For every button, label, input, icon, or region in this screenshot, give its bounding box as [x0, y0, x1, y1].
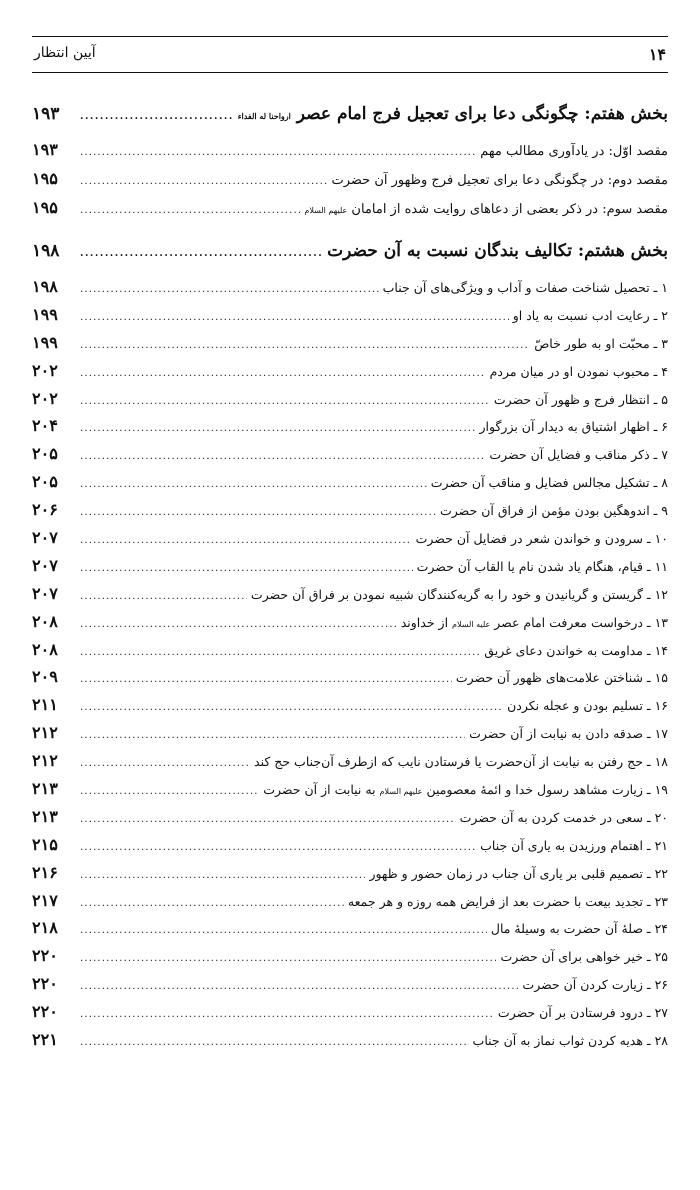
page-ref: ۲۰۵ [32, 444, 58, 464]
page-ref: ۱۹۵ [32, 169, 58, 188]
honorific: علیهم السلام [304, 206, 348, 215]
toc-item [32, 305, 668, 333]
entry-text: ۱۲ ـ گریستن و گریانیدن و خود را به گریه‌کنندگان شبیه نمودن بر فراق آن حضرت [250, 586, 668, 602]
leader-dots [80, 280, 379, 295]
entry-text: ۱۹ ـ زیارت مشاهد رسول خدا و ائمهٔ معصومین علیهم السلام به نیابت از آن حضرت [263, 782, 668, 798]
leader-dots [80, 838, 476, 853]
page-ref: ۲۱۱ [32, 695, 58, 715]
entry-text: ۲۳ ـ تجدید بیعت با حضرت بعد از فرایض همه روزه و هر جمعه [347, 893, 668, 909]
toc-item [32, 640, 668, 668]
leader-dots [80, 587, 247, 602]
leader-dots [80, 202, 300, 217]
page-ref: ۲۲۰ [32, 946, 58, 966]
entry-text: ۹ ـ اندوهگین بودن مؤمن از فراق آن حضرت [440, 503, 668, 519]
page-ref: ۱۹۳ [32, 140, 58, 159]
entry-text: ۶ ـ اظهار اشتیاق به دیدار آن بزرگوار [479, 419, 668, 435]
page-ref: ۲۰۸ [32, 611, 58, 631]
entry-text: ۱۴ ـ مداومت به خواندن دعای غریق [484, 642, 668, 658]
toc-item [32, 1002, 668, 1030]
section-heading-text: بخش هشتم: تکالیف بندگان نسبت به آن حضرت [327, 241, 668, 261]
entry-text: ۲۸ ـ هدیه کردن ثواب نماز به آن جناب [472, 1033, 668, 1049]
leader-dots [80, 308, 509, 323]
toc-item [32, 556, 668, 584]
page-ref: ۲۱۲ [32, 723, 58, 743]
leader-dots [80, 104, 234, 124]
entry-text: ۲۷ ـ درود فرستادن بر آن حضرت [497, 1005, 668, 1021]
entry-text: ۲۶ ـ زیارت کردن آن حضرت [522, 977, 668, 993]
entry-text: ۱۵ ـ شناختن علامت‌های ظهور آن حضرت [455, 670, 668, 686]
leader-dots [80, 1033, 469, 1048]
toc-item [32, 277, 668, 305]
entry-text: ۲ ـ رعایت ادب نسبت به یاد او [512, 307, 668, 323]
entry-text: مقصد سوم: در ذکر بعضی از دعاهای روایت شده از امامان علیهم السلام [304, 202, 668, 217]
page-ref: ۲۲۰ [32, 974, 58, 994]
toc-item [32, 863, 668, 891]
toc-item [32, 891, 668, 919]
leader-dots [80, 754, 250, 769]
entry-text: ۱۱ ـ قیام، هنگام یاد شدن نام یا القاب آن حضرت [416, 558, 668, 574]
toc-item [32, 779, 668, 807]
leader-dots [80, 559, 413, 574]
page-ref: ۱۹۵ [32, 198, 58, 217]
entry-text: مقصد دوم: در چگونگی دعا برای تعجیل فرج وظهور آن حضرت [331, 173, 668, 188]
page-ref: ۱۹۸ [32, 241, 60, 261]
page-ref: ۲۱۳ [32, 779, 58, 799]
toc-item [32, 416, 668, 444]
entry-text: ۳ ـ محبّت او به طور خاصّ [534, 335, 668, 351]
toc-item [32, 667, 668, 695]
toc-item [32, 584, 668, 612]
page-ref: ۲۱۸ [32, 918, 58, 938]
toc-item [32, 723, 668, 751]
page-ref: ۲۲۱ [32, 1030, 58, 1050]
toc-item [32, 472, 668, 500]
section-heading-text: بخش هفتم: چگونگی دعا برای تعجیل فرج امام عصر ارواحنا له الفداء [237, 104, 668, 124]
leader-dots [80, 782, 259, 797]
honorific: علیهم السلام [379, 787, 423, 797]
leader-dots [80, 503, 436, 518]
toc-item [32, 835, 668, 863]
toc-item [32, 695, 668, 723]
honorific: علیه السلام [452, 619, 491, 629]
leader-dots [80, 670, 452, 685]
page-ref: ۲۰۲ [32, 360, 58, 380]
leader-dots [80, 144, 476, 159]
toc-item [32, 361, 668, 389]
leader-dots [80, 615, 397, 630]
leader-dots [80, 336, 530, 351]
page-ref: ۲۱۷ [32, 890, 58, 910]
page-ref: ۱۹۸ [32, 277, 58, 296]
page-ref: ۲۰۹ [32, 667, 58, 687]
header-rule [32, 72, 668, 73]
leader-dots [80, 173, 328, 188]
leader-dots [80, 866, 365, 881]
toc-item [32, 1030, 668, 1058]
section-heading-8 [32, 241, 668, 277]
leader-dots [80, 894, 344, 909]
page-ref: ۲۰۷ [32, 528, 58, 548]
toc-item [32, 333, 668, 361]
entry-text: ۷ ـ ذکر مناقب و فضایل آن حضرت [489, 447, 668, 463]
running-header [32, 36, 668, 67]
leader-dots [80, 977, 518, 992]
page-ref: ۲۰۷ [32, 555, 58, 575]
leader-dots [80, 921, 487, 936]
table-of-contents [32, 104, 668, 1058]
leader-dots [80, 643, 480, 658]
entry-text: ۱۷ ـ صدقه دادن به نیابت از آن حضرت [469, 726, 668, 742]
leader-dots [80, 475, 427, 490]
toc-item [32, 528, 668, 556]
toc-item [32, 974, 668, 1002]
entry-text: ۲۰ ـ سعی در خدمت کردن به آن حضرت [459, 809, 668, 825]
entry-text: ۱۳ ـ درخواست معرفت امام عصر علیه السلام از خداوند [400, 614, 668, 630]
entry-text: ۲۲ ـ تصمیم قلبی بر یاری آن جناب در زمان حضور و ظهور [369, 865, 668, 881]
entry-text: ۱۶ ـ تسلیم بودن و عجله نکردن [507, 698, 668, 714]
subsection-entry [32, 198, 668, 227]
entry-text: ۴ ـ محبوب نمودن او در میان مردم [489, 363, 668, 379]
subsection-entry [32, 169, 668, 198]
leader-dots [80, 392, 490, 407]
entry-text: ۲۱ ـ اهتمام ورزیدن به یاری آن جناب [480, 837, 668, 853]
page-ref: ۲۰۵ [32, 472, 58, 492]
entry-text: ۱۰ ـ سرودن و خواندن شعر در فضایل آن حضرت [415, 531, 668, 547]
entry-text: ۲۴ ـ صلهٔ آن حضرت به وسیلهٔ مال [490, 921, 668, 937]
page-ref: ۲۰۷ [32, 583, 58, 603]
page-ref: ۲۰۶ [32, 500, 58, 520]
leader-dots [80, 531, 412, 546]
page-ref: ۲۱۲ [32, 751, 58, 771]
page-ref: ۱۹۳ [32, 104, 60, 124]
entry-text: ۱ ـ تحصیل شناخت صفات و آداب و ویژگی‌های آن جناب [382, 280, 668, 295]
page-ref: ۲۱۵ [32, 834, 58, 854]
toc-item [32, 751, 668, 779]
leader-dots [80, 364, 486, 379]
leader-dots [80, 949, 496, 964]
toc-item [32, 612, 668, 640]
leader-dots [80, 241, 323, 261]
page-ref: ۲۱۶ [32, 862, 58, 882]
toc-item [32, 500, 668, 528]
leader-dots [80, 1005, 494, 1020]
leader-dots [80, 726, 465, 741]
toc-item [32, 807, 668, 835]
page-ref: ۲۰۴ [32, 416, 58, 436]
entry-text: ۸ ـ تشکیل مجالس فضایل و مناقب آن حضرت [430, 475, 668, 491]
page-ref: ۱۹۹ [32, 304, 58, 324]
page-ref: ۲۱۳ [32, 806, 58, 826]
section-heading-7 [32, 104, 668, 140]
entry-text: ۵ ـ انتظار فرج و ظهور آن حضرت [493, 391, 668, 407]
toc-item [32, 918, 668, 946]
leader-dots [80, 419, 476, 434]
entry-text: ۱۸ ـ حج رفتن به نیابت از آن‌حضرت یا فرستادن نایب که ازطرف آن‌جناب حج کند [254, 754, 668, 770]
page-ref: ۲۰۸ [32, 639, 58, 659]
page-ref: ۲۲۰ [32, 1002, 58, 1022]
leader-dots [80, 447, 485, 462]
honorific: ارواحنا له الفداء [237, 111, 291, 121]
leader-dots [80, 810, 456, 825]
leader-dots [80, 698, 503, 713]
toc-item [32, 946, 668, 974]
entry-text: مقصد اوّل: در یادآوری مطالب مهم [480, 144, 668, 159]
page-ref: ۱۹۹ [32, 332, 58, 352]
toc-item [32, 444, 668, 472]
page-number: ۱۴ [648, 45, 666, 64]
running-title: آیین انتظار [34, 45, 96, 61]
toc-item [32, 389, 668, 417]
section-gap [32, 227, 668, 241]
page-ref: ۲۰۲ [32, 388, 58, 408]
subsection-entry [32, 140, 668, 169]
entry-text: ۲۵ ـ خیر خواهی برای آن حضرت [500, 949, 668, 965]
